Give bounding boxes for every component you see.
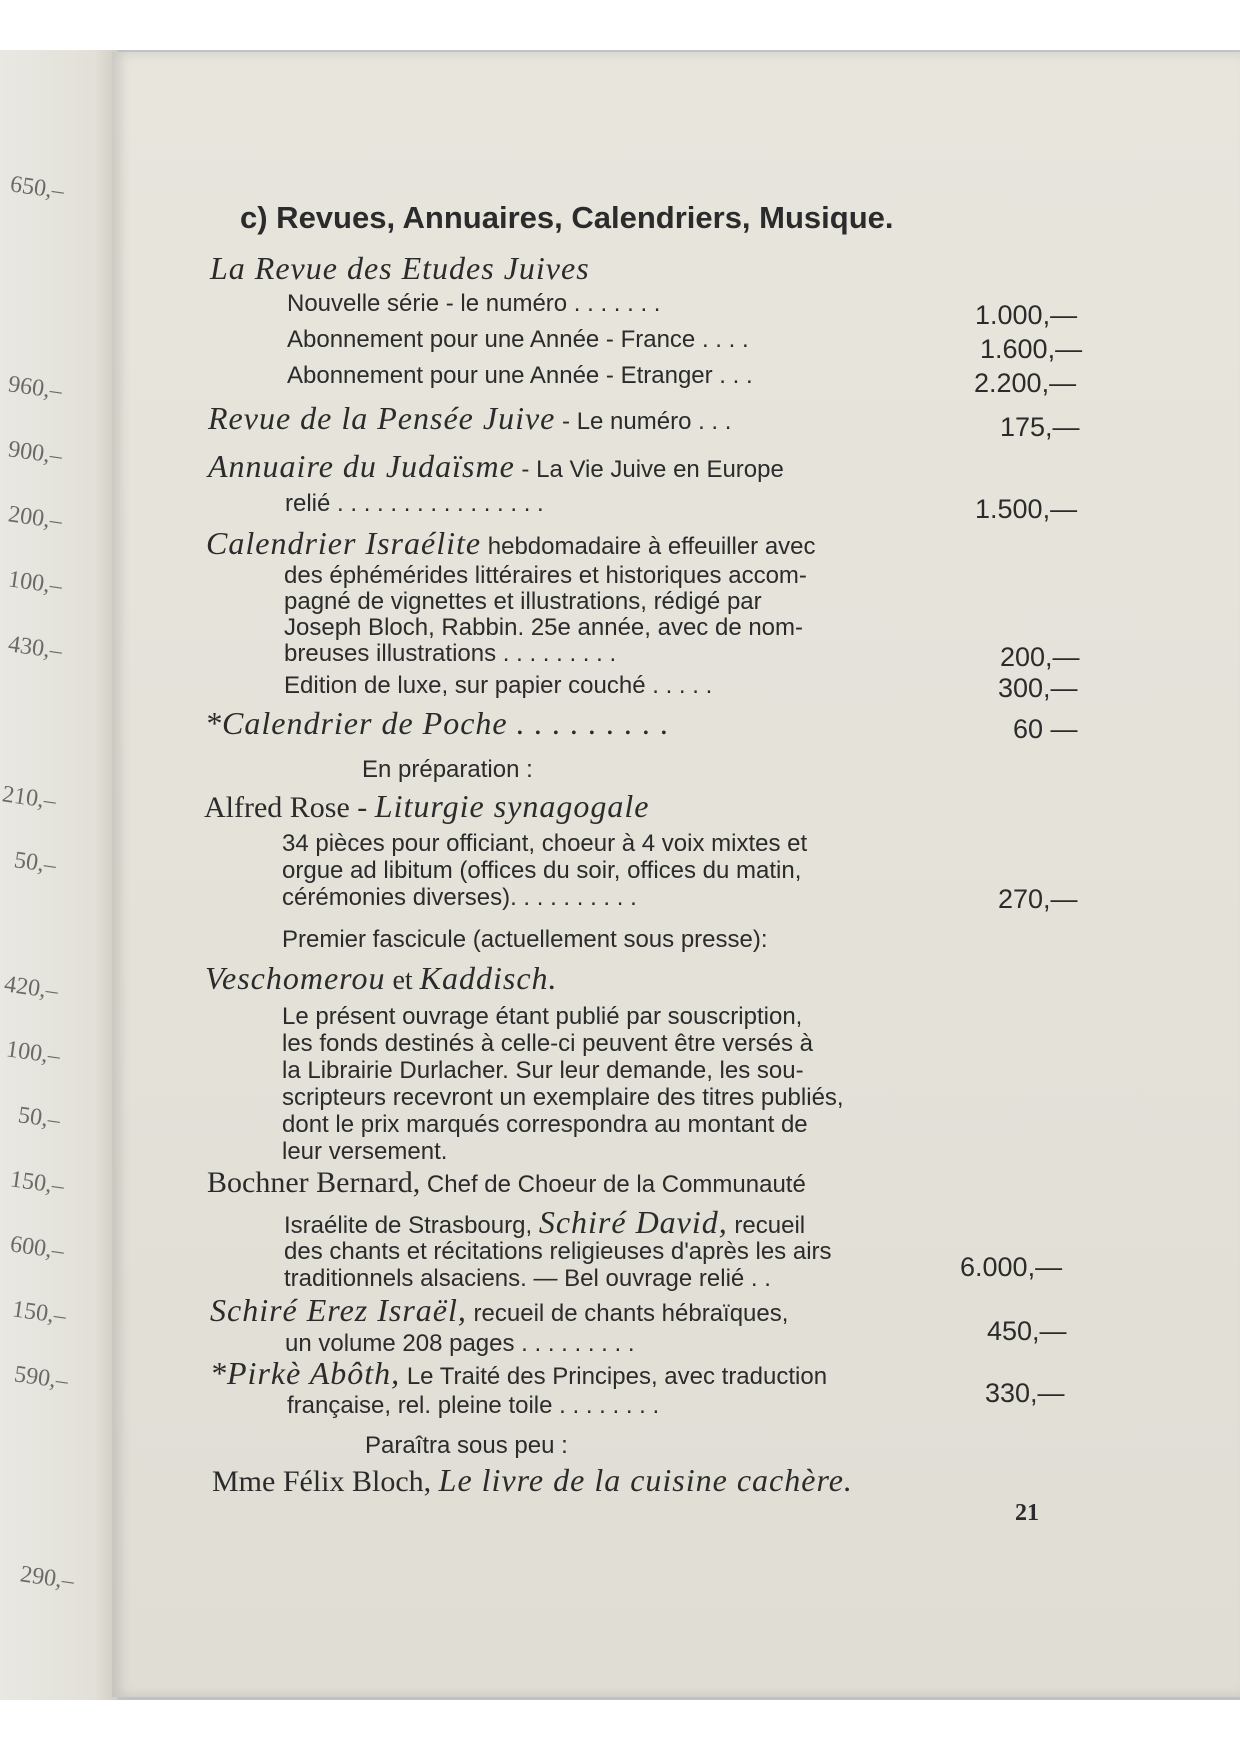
entry-line: les fonds destinés à celle-ci peuvent être versés à [282,1030,813,1057]
entry-row [208,400,731,437]
entry-line: breuses illustrations . . . . . . . . . [284,640,617,667]
entry-line: cérémonies diverses). . . . . . . . . . [282,884,637,911]
entry-line: leur versement. [282,1138,448,1165]
margin-price: 960,– [6,371,64,405]
entry-row [284,1204,805,1241]
entry-line: scripteurs recevront un exemplaire des titres publiés, [282,1084,844,1111]
entry-row [206,525,816,562]
entry-title: La Revue des Etudes Juives [210,250,590,286]
entry-line: traditionnels alsaciens. — Bel ouvrage relié . . [284,1265,771,1292]
entry-title: Kaddisch. [419,960,558,996]
entry-price: 175,— [1000,412,1080,442]
entry-line: Edition de luxe, sur papier couché . . . . . [284,672,713,699]
entry-title: Calendrier Israélite [206,525,482,561]
entry-line: - La Vie Juive en Europe [514,456,784,483]
entry-row [212,1462,853,1499]
entry-line: Chef de Choeur de la Communauté [420,1171,806,1198]
entry-title: Schiré Erez Israël, [210,1292,467,1328]
entry-price: 60 — [1013,714,1078,744]
entry-title: *Pirkè Abôth, [210,1355,401,1391]
entry-line: Nouvelle série - le numéro . . . . . . . [287,290,661,317]
entry-row [208,448,784,485]
entry-line: un volume 208 pages . . . . . . . . . [285,1330,635,1357]
margin-price: 100,– [4,1036,62,1070]
entry-line: dont le prix marqués correspondra au montant de [282,1111,808,1138]
entry-row [205,960,558,997]
margin-price: 100,– [6,566,64,600]
margin-price: 50,– [12,847,58,879]
entry-line: - Le numéro . . . [555,408,732,435]
entry-line: Abonnement pour une Année - France . . . . [287,326,749,353]
entry-line: Abonnement pour une Année - Etranger . . . [287,362,753,389]
entry-price: 1.000,— [975,300,1078,330]
entry-row [210,1355,827,1392]
subheading: En préparation : [362,756,533,783]
entry-line: orgue ad libitum (offices du soir, offices du matin, [282,857,802,884]
margin-price: 200,– [6,501,64,535]
entry-line: Joseph Bloch, Rabbin. 25e année, avec de nom- [284,614,804,641]
entry-title: Revue de la Pensée Juive [208,400,556,436]
margin-price: 150,– [8,1166,66,1200]
entry-line: recueil [727,1212,806,1239]
entry-author: Bochner Bernard, [207,1166,421,1199]
entry-line: et [385,965,420,996]
entry-row [207,1166,806,1200]
entry-line: des chants et récitations religieuses d'après les airs [284,1238,832,1265]
entry-price: 6.000,— [960,1252,1063,1282]
entry-line: française, rel. pleine toile . . . . . . . . [287,1392,660,1419]
entry-line: hebdomadaire à effeuiller avec [481,533,816,560]
margin-price: 600,– [8,1231,66,1265]
entry-price: 450,— [987,1316,1067,1346]
entry-price: 300,— [998,673,1078,703]
entry-price: 200,— [1000,642,1080,672]
entry-line: 34 pièces pour officiant, choeur à 4 voix mixtes et [282,830,808,857]
entry-price: 270,— [998,884,1078,914]
entry-row [204,788,649,825]
subheading: Premier fascicule (actuellement sous presse): [282,926,768,953]
entry-title: *Calendrier de Poche . . . . . . . . . [205,705,670,741]
page-number: 21 [1015,1500,1039,1526]
entry-author: Mme Félix Bloch, [212,1465,439,1498]
entry-title: Annuaire du Judaïsme [208,448,515,484]
margin-price: 290,– [18,1561,76,1595]
margin-price: 150,– [10,1296,68,1330]
margin-price: 50,– [16,1102,62,1134]
margin-price: 900,– [6,436,64,470]
margin-price: 210,– [0,781,58,815]
entry-line: Israélite de Strasbourg, [284,1212,539,1239]
entry-line: des éphémérides littéraires et historiques accom- [284,562,807,589]
entry-title: Le livre de la cuisine cachère. [438,1462,853,1498]
entry-line: Le Traité des Principes, avec traduction [400,1363,828,1390]
section-heading: c) Revues, Annuaires, Calendriers, Musique. [240,200,894,235]
entry-title: Schiré David, [538,1204,728,1240]
margin-price: 590,– [12,1361,70,1395]
entry-title: Liturgie synagogale [374,788,650,824]
entry-line: relié . . . . . . . . . . . . . . . . [285,490,544,517]
margin-price: 420,– [2,971,60,1005]
entry-title: Veschomerou [205,960,386,996]
entry-line: Le présent ouvrage étant publié par souscription, [282,1003,803,1030]
entry-line: pagné de vignettes et illustrations, rédigé par [284,588,762,615]
entry-price: 1.600,— [980,334,1083,364]
entry-row [210,1292,788,1329]
entry-author: Alfred Rose - [204,791,375,824]
margin-price: 650,– [8,171,66,205]
previous-page-edge [0,50,118,1700]
entry-line: recueil de chants hébraïques, [466,1300,789,1327]
entry-line: la Librairie Durlacher. Sur leur demande, les sou- [282,1057,804,1084]
entry-price: 2.200,— [974,368,1077,398]
entry-price: 1.500,— [975,494,1078,524]
margin-price: 430,– [6,631,64,665]
entry-price: 330,— [985,1378,1065,1408]
subheading: Paraîtra sous peu : [365,1432,568,1459]
